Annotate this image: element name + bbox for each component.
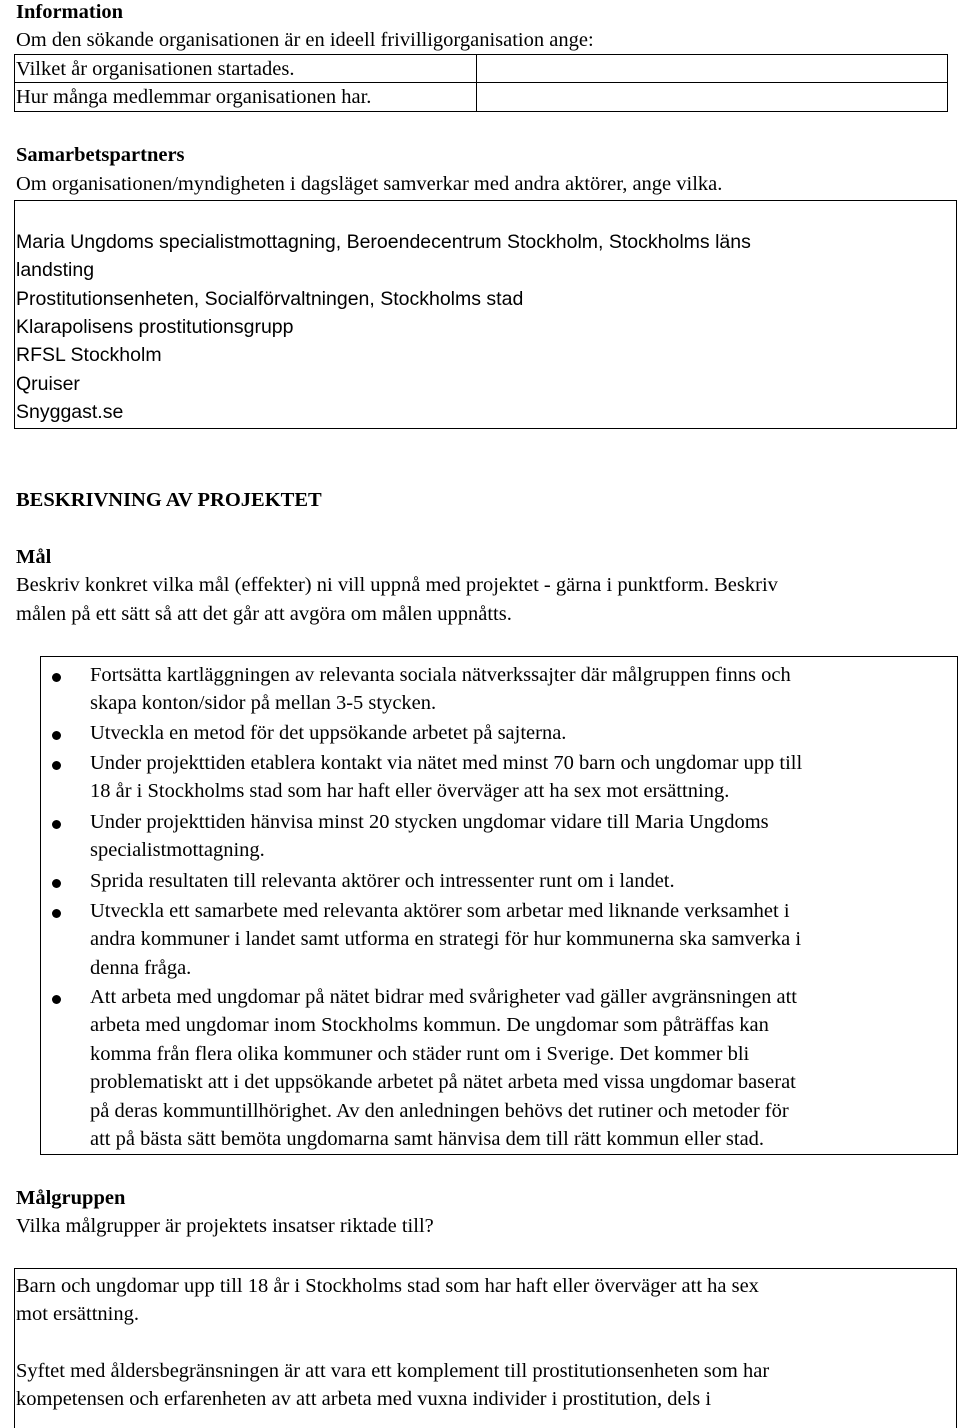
goals-intro-line: Beskriv konkret vilka mål (effekter) ni vill uppnå med projektet - gärna i punktform. Beskriv <box>16 574 778 596</box>
goal-item: Sprida resultaten till relevanta aktörer och intressenter runt om i landet. <box>90 870 675 892</box>
partners-intro: Om organisationen/myndigheten i dagsläget samverkar med andra aktörer, ange vilka. <box>16 173 723 195</box>
goal-item: Fortsätta kartläggningen av relevanta sociala nätverkssajter där målgruppen finns och skapa konton/sidor på mellan 3-5 stycken. <box>90 664 791 715</box>
partner-line: Qruiser <box>16 373 80 395</box>
target-line: mot ersättning. <box>16 1303 139 1325</box>
partner-line: RFSL Stockholm <box>16 344 162 366</box>
goal-item: Under projekttiden etablera kontakt via nätet med minst 70 barn och ungdomar upp till 18 år i Stockholms stad som har haft eller överväger att ha sex mot ersättning. <box>90 752 803 803</box>
bullet-icon <box>52 995 61 1004</box>
target-heading: Målgruppen <box>16 1187 126 1209</box>
partner-line: landsting <box>16 259 95 281</box>
goal-item: Utveckla en metod för det uppsökande arbetet på sajterna. <box>90 722 567 744</box>
bullet-icon <box>52 820 61 829</box>
target-line: Barn och ungdomar upp till 18 år i Stockholms stad som har haft eller överväger att ha sex <box>16 1275 759 1297</box>
bullet-icon <box>52 909 61 918</box>
partner-line: Prostitutionsenheten, Socialförvaltningen, Stockholms stad <box>16 288 524 310</box>
bullet-icon <box>52 731 61 740</box>
goal-item: Utveckla ett samarbete med relevanta aktörer som arbetar med liknande verksamhet i andra kommuner i landet samt utforma en strategi för hur kommunerna ska samverka i denna fråga. <box>90 900 802 979</box>
information-intro: Om den sökande organisationen är en ideell frivilligorganisation ange: <box>16 29 594 51</box>
bullet-icon <box>52 761 61 770</box>
information-heading: Information <box>16 1 124 23</box>
bullet-icon <box>52 673 61 682</box>
goals-heading: Mål <box>16 546 52 568</box>
goal-item: Att arbeta med ungdomar på nätet bidrar med svårigheter vad gäller avgränsningen att arbeta med ungdomar inom Stockholms kommun. De ungdomar som påträffas kan komma från flera olika kommuner och städer runt om i Sverige. Det kommer bli problematiskt att i det uppsökande arbetet på nätet arbeta med vissa ungdomar baserat på deras kommuntillhörighet. Av den anledningen behövs det rutiner och metoder för att på bästa sätt bemöta ungdomarna samt hänvisa dem till rätt kommun eller stad. <box>90 986 797 1151</box>
project-heading: BESKRIVNING AV PROJEKTET <box>16 489 322 511</box>
member-count-label: Hur många medlemmar organisationen har. <box>16 86 372 108</box>
partner-line: Maria Ungdoms specialistmottagning, Beroendecentrum Stockholm, Stockholms läns <box>16 231 751 253</box>
bullet-icon <box>52 879 61 888</box>
partner-line: Snyggast.se <box>16 401 124 423</box>
goal-item: Under projekttiden hänvisa minst 20 stycken ungdomar vidare till Maria Ungdoms specialistmottagning. <box>90 811 769 862</box>
partner-line: Klarapolisens prostitutionsgrupp <box>16 316 294 338</box>
goals-intro-line: målen på ett sätt så att det går att avgöra om målen uppnåtts. <box>16 603 512 625</box>
founded-year-label: Vilket år organisationen startades. <box>16 58 295 80</box>
partners-heading: Samarbetspartners <box>16 144 185 166</box>
target-intro: Vilka målgrupper är projektets insatser riktade till? <box>16 1215 434 1237</box>
target-line: kompetensen och erfarenheten av att arbeta med vuxna individer i prostitution, dels i <box>16 1388 712 1410</box>
target-line: Syftet med åldersbegränsningen är att vara ett komplement till prostitutionsenheten som har <box>16 1360 770 1382</box>
